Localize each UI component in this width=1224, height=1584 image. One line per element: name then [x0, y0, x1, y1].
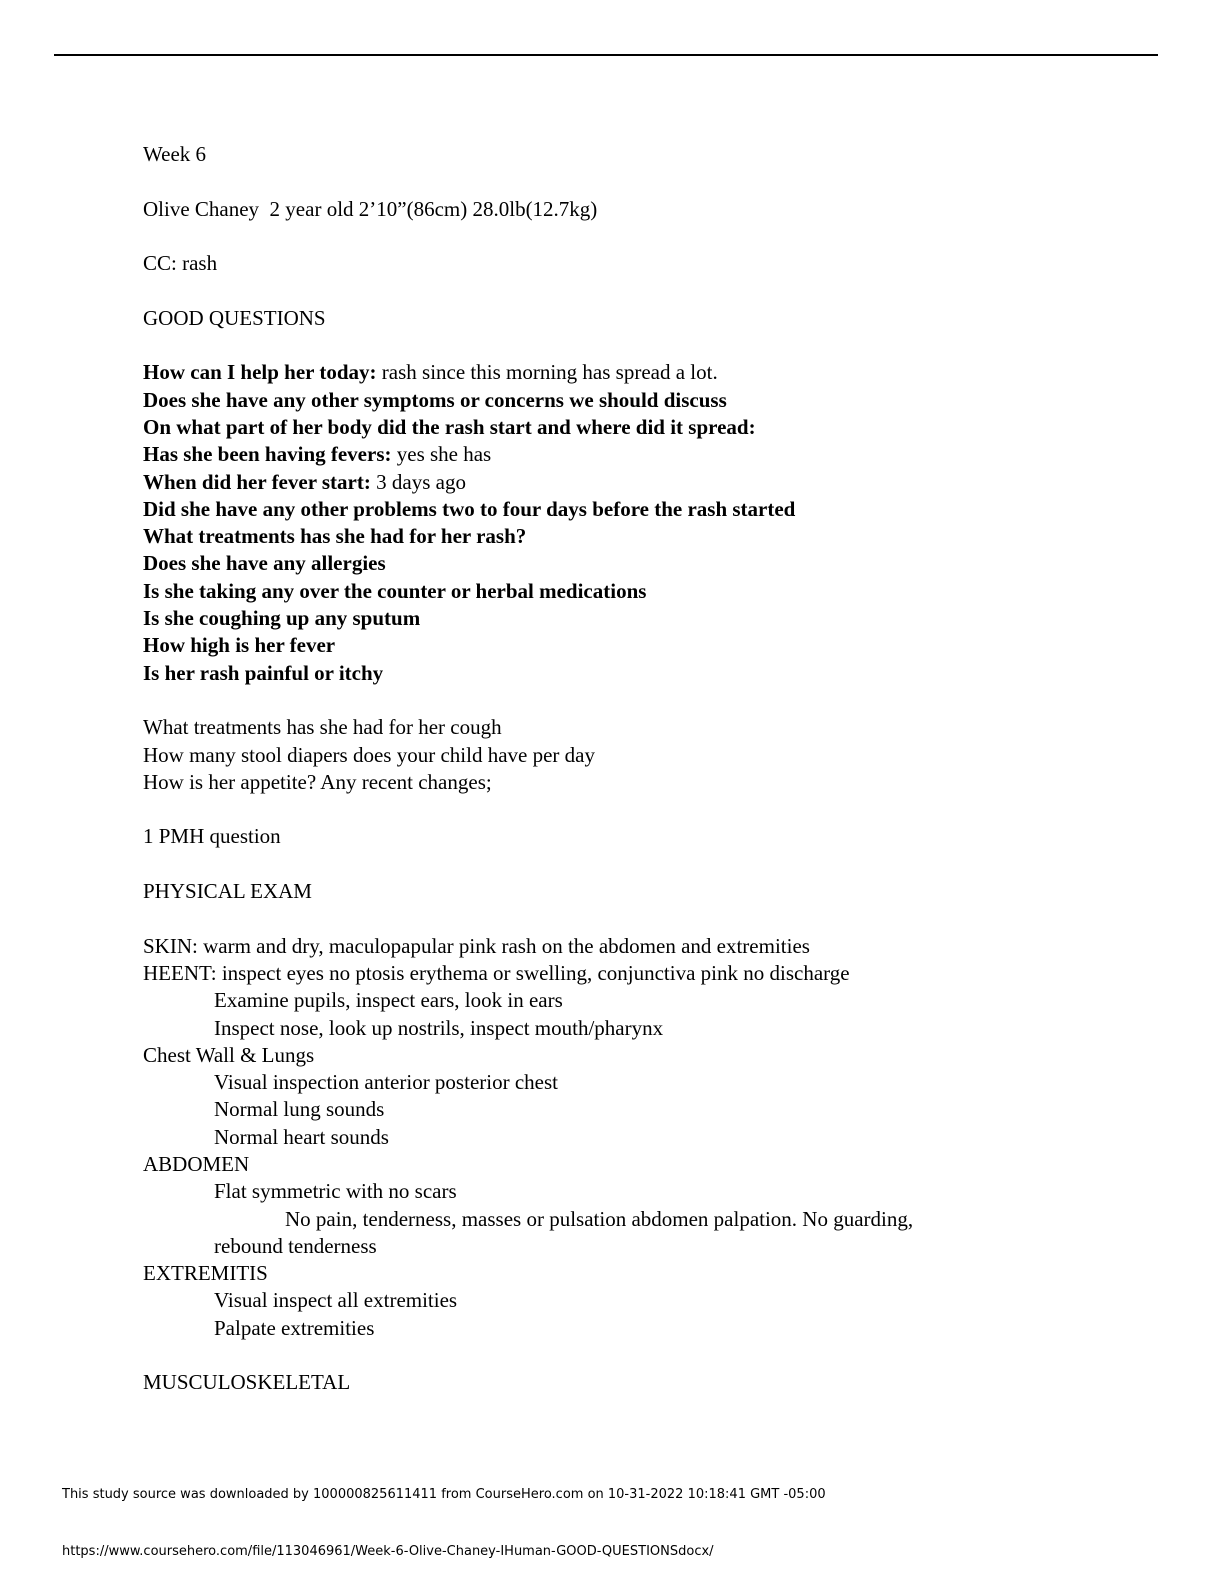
good-questions-heading: GOOD QUESTIONS: [143, 305, 326, 330]
question-text: Does she have any allergies: [143, 551, 386, 576]
exam-heent-detail: Examine pupils, inspect ears, look in ears: [214, 988, 563, 1013]
question-line: [143, 632, 1143, 659]
exam-extremities: EXTREMITIS: [143, 1261, 268, 1286]
exam-chest: Chest Wall & Lungs: [143, 1042, 315, 1067]
question-line: [143, 578, 1143, 605]
download-note: This study source was downloaded by 100000825611411 from CourseHero.com on 10-31-2022 10:18:41 GMT -05:00: [62, 1487, 826, 1502]
question-text: What treatments has she had for her rash?: [143, 524, 527, 549]
exam-musculoskeletal: MUSCULOSKELETAL: [143, 1370, 351, 1395]
exam-chest-detail: Normal lung sounds: [214, 1097, 385, 1122]
question-text: Has she been having fevers:: [143, 442, 392, 467]
exam-abdomen: ABDOMEN: [143, 1151, 250, 1176]
question-line: [143, 550, 1143, 577]
question-text: Is her rash painful or itchy: [143, 660, 384, 685]
question-line: [143, 414, 1143, 441]
other-question: How many stool diapers does your child have per day: [143, 742, 595, 767]
exam-heent: HEENT: inspect eyes no ptosis erythema or swelling, conjunctiva pink no discharge: [143, 960, 850, 985]
top-rule: [54, 54, 1158, 56]
other-question: What treatments has she had for her cough: [143, 715, 502, 740]
chief-complaint: CC: rash: [143, 251, 218, 276]
question-line: [143, 441, 1143, 468]
question-text: Is she coughing up any sputum: [143, 606, 421, 631]
document-body: [143, 141, 1143, 1397]
pmh-line: 1 PMH question: [143, 824, 281, 849]
exam-abdomen-detail: No pain, tenderness, masses or pulsation abdomen palpation. No guarding,: [285, 1206, 914, 1231]
question-line: [143, 387, 1143, 414]
question-line: [143, 660, 1143, 687]
question-line: [143, 605, 1143, 632]
physical-exam-section: [143, 933, 1143, 1397]
question-text: How can I help her today:: [143, 360, 377, 385]
week-label: Week 6: [143, 142, 207, 166]
question-text: Does she have any other symptoms or concerns we should discuss: [143, 387, 727, 412]
answer-text: 3 days ago: [370, 469, 466, 494]
answer-text: yes she has: [391, 442, 492, 467]
question-text: Did she have any other problems two to four days before the rash started: [143, 496, 796, 521]
other-question: How is her appetite? Any recent changes;: [143, 769, 492, 794]
exam-chest-detail: Visual inspection anterior posterior chest: [214, 1070, 558, 1095]
exam-skin: SKIN: warm and dry, maculopapular pink rash on the abdomen and extremities: [143, 933, 810, 958]
exam-abdomen-detail: Flat symmetric with no scars: [214, 1179, 457, 1204]
other-questions-list: [143, 714, 1143, 796]
question-line: [143, 359, 1143, 386]
answer-text: rash since this morning has spread a lot.: [376, 360, 718, 385]
exam-extremities-detail: Palpate extremities: [214, 1315, 375, 1340]
good-questions-list: [143, 359, 1143, 687]
question-line: [143, 523, 1143, 550]
question-line: [143, 496, 1143, 523]
patient-info: Olive Chaney 2 year old 2’10”(86cm) 28.0lb(12.7kg): [143, 196, 598, 221]
source-url[interactable]: https://www.coursehero.com/file/113046961/Week-6-Olive-Chaney-IHuman-GOOD-QUESTIONSdocx/: [62, 1544, 714, 1559]
physical-exam-heading: PHYSICAL EXAM: [143, 879, 312, 904]
question-text: Is she taking any over the counter or herbal medications: [143, 578, 647, 603]
question-text: On what part of her body did the rash start and where did it spread:: [143, 414, 756, 439]
question-line: [143, 469, 1143, 496]
exam-heent-detail: Inspect nose, look up nostrils, inspect mouth/pharynx: [214, 1015, 664, 1040]
exam-abdomen-detail: rebound tenderness: [214, 1233, 377, 1258]
question-text: How high is her fever: [143, 633, 336, 658]
exam-chest-detail: Normal heart sounds: [214, 1124, 389, 1149]
question-text: When did her fever start:: [143, 469, 371, 494]
exam-extremities-detail: Visual inspect all extremities: [214, 1288, 458, 1313]
